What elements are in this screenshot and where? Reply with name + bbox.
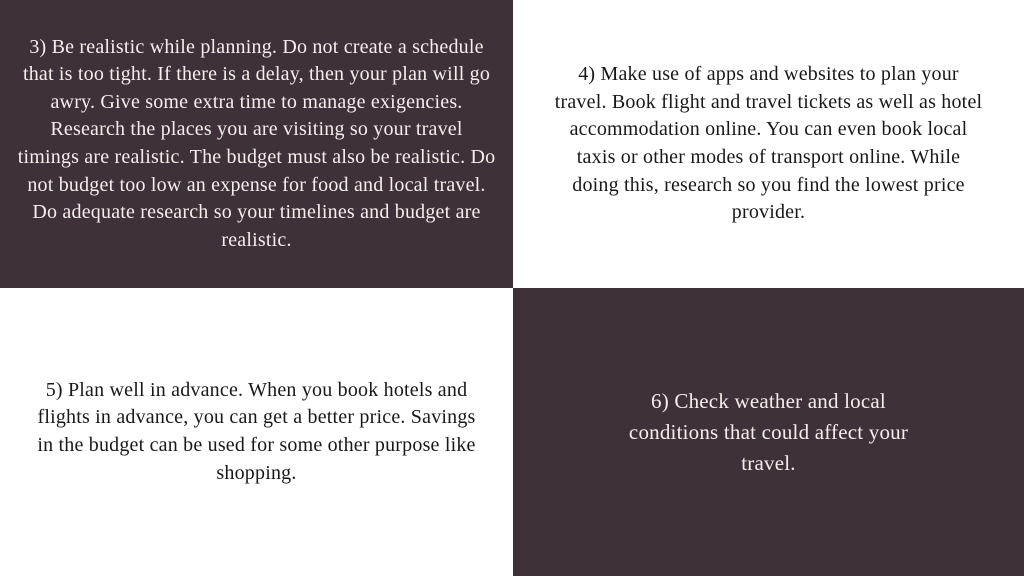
tip-5-text: 5) Plan well in advance. When you book hotels and flights in advance, you can get a better price. Savings in the budget can be used for some other purpose like shopping. <box>37 378 476 484</box>
tip-4-panel <box>513 0 1024 288</box>
tip-3-text: 3) Be realistic while planning. Do not create a schedule that is too tight. If there is a delay, then your plan will go awry. Give some extra time to manage exigencies. Research the places you are visiting so your travel timings are realistic. The budget must also be realistic. Do not budget too low an expense for food and local travel. Do adequate research so your timelines and budget are realistic. <box>17 35 496 251</box>
tip-5-panel <box>0 288 513 576</box>
tip-6-panel <box>513 288 1024 576</box>
tip-6-text: 6) Check weather and local conditions that could affect your travel. <box>628 388 909 475</box>
tip-3-panel <box>0 0 513 288</box>
tip-4-text: 4) Make use of apps and websites to plan your travel. Book flight and travel tickets as well as hotel accommodation online. You can even book local taxis or other modes of transport online. While doing this, research so you find the lowest price provider. <box>554 63 983 224</box>
